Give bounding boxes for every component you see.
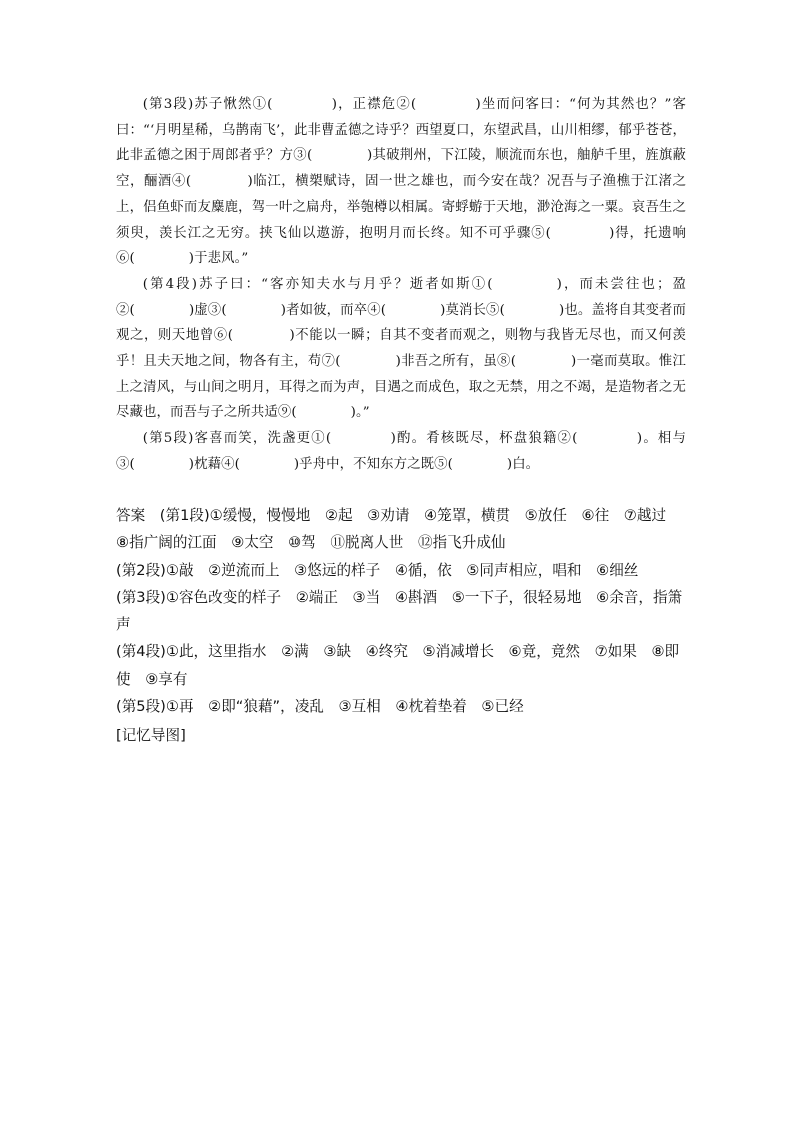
- paragraph-4: (第4段)苏子曰：“客亦知夫水与月乎？逝者如斯①( )，而未尝往也；盈②( )虚③( )者如彼，而卒④( )莫消长⑤( )也。盖将自其变者而观之，则天地曾⑥( )不能以一瞬；自其不变者而观之，则物与我皆无尽也，而又何羡乎！且夫天地之间，物各有主，苟⑦( )非吾之所有，虽⑧( )一毫而莫取。惟江上之清风，与山间之明月，耳得之而为声，目遇之而成色，取之无禁，用之不竭，是造物者之无尽藏也，而吾与子之所共适⑨( )。”: [116, 276, 686, 421]
- paragraph-5: (第5段)客喜而笑，洗盏更①( )酌。肴核既尽，杯盘狼籍②( )。相与③( )枕藉④( )乎舟中，不知东方之既⑤( )白。: [116, 431, 686, 472]
- paragraph-3: (第3段)苏子愀然①( )，正襟危②( )坐而问客曰：“何为其然也？”客曰：“‘月明星稀，乌鹊南飞’，此非曹孟德之诗乎？西望夏口，东望武昌，山川相缪，郁乎苍苍，此非孟德之困于周郎者乎？方③( )其破荆州，下江陵，顺流而东也，舳舻千里，旌旗蔽空，酾酒④( )临江，横槊赋诗，固一世之雄也，而今安在哉？况吾与子渔樵于江渚之上，侣鱼虾而友麋鹿，驾一叶之扁舟，举匏樽以相属。寄蜉蝣于天地，渺沧海之一粟。哀吾生之须臾，羡长江之无穷。挟飞仙以遨游，抱明月而长终。知不可乎骤⑤( )得，托遗响⑥( )于悲风。”: [116, 97, 686, 267]
- mind-map-heading: [记忆导图]: [116, 727, 186, 745]
- answer-section: [116, 502, 686, 750]
- answer-line-5: (第5段)①再 ②即“狼藉”，凌乱 ③互相 ④枕着垫着 ⑤已经: [116, 698, 524, 716]
- answer-line-4: (第4段)①此，这里指水 ②满 ③缺 ④终究 ⑤消减增长 ⑥竟，竟然 ⑦如果 ⑧即使 ⑨享有: [116, 643, 680, 688]
- answer-line-1: 答案 (第1段)①缓慢，慢慢地 ②起 ③劝请 ④笼罩，横贯 ⑤放任 ⑥往 ⑦越过 ⑧指广阔的江面 ⑨太空 ⑩驾 ⑪脱离人世 ⑫指飞升成仙: [116, 507, 681, 552]
- answer-line-3: (第3段)①容色改变的样子 ②端正 ③当 ④斟酒 ⑤一下子，很轻易地 ⑥余音，指箫声: [116, 588, 683, 634]
- answer-line-2: (第2段)①敲 ②逆流而上 ③悠远的样子 ④循，依 ⑤同声相应，唱和 ⑥细丝: [116, 561, 639, 579]
- classical-passage: [116, 92, 686, 478]
